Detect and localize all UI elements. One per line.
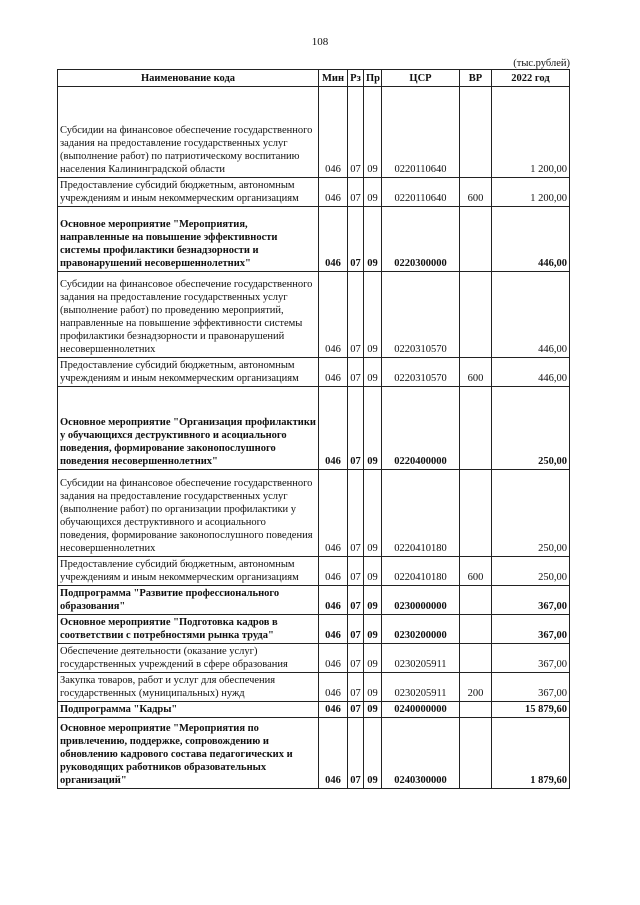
cell-amount: 1 200,00 xyxy=(492,178,570,207)
cell-name: Подпрограмма "Кадры" xyxy=(58,702,319,718)
cell-pr: 09 xyxy=(364,718,382,789)
table-row xyxy=(58,470,570,557)
cell-pr: 09 xyxy=(364,387,382,470)
cell-name: Закупка товаров, работ и услуг для обеспечения государственных (муниципальных) нужд xyxy=(58,673,319,702)
cell-rz: 07 xyxy=(348,470,364,557)
cell-amount: 250,00 xyxy=(492,557,570,586)
cell-vr xyxy=(460,470,492,557)
cell-min: 046 xyxy=(319,470,348,557)
cell-amount: 446,00 xyxy=(492,358,570,387)
header-pr: Пр xyxy=(364,70,382,87)
cell-rz: 07 xyxy=(348,718,364,789)
cell-pr: 09 xyxy=(364,615,382,644)
cell-pr: 09 xyxy=(364,673,382,702)
cell-rz: 07 xyxy=(348,387,364,470)
cell-min: 046 xyxy=(319,718,348,789)
cell-min: 046 xyxy=(319,615,348,644)
cell-vr xyxy=(460,272,492,358)
cell-csr: 0240000000 xyxy=(382,702,460,718)
cell-name: Предоставление субсидий бюджетным, автономным учреждениям и иным некоммерческим организациям xyxy=(58,358,319,387)
table-row xyxy=(58,358,570,387)
header-min: Мин xyxy=(319,70,348,87)
cell-csr: 0220410180 xyxy=(382,557,460,586)
cell-csr: 0230000000 xyxy=(382,586,460,615)
cell-pr: 09 xyxy=(364,178,382,207)
cell-vr: 600 xyxy=(460,178,492,207)
cell-csr: 0220410180 xyxy=(382,470,460,557)
header-year: 2022 год xyxy=(492,70,570,87)
header-rz: Рз xyxy=(348,70,364,87)
cell-pr: 09 xyxy=(364,557,382,586)
cell-vr xyxy=(460,586,492,615)
table-header-row xyxy=(58,70,570,87)
budget-table xyxy=(57,69,570,789)
cell-name: Обеспечение деятельности (оказание услуг) государственных учреждений в сфере образования xyxy=(58,644,319,673)
cell-csr: 0230205911 xyxy=(382,673,460,702)
cell-rz: 07 xyxy=(348,358,364,387)
cell-amount: 446,00 xyxy=(492,207,570,272)
table-row xyxy=(58,718,570,789)
cell-min: 046 xyxy=(319,178,348,207)
cell-pr: 09 xyxy=(364,272,382,358)
cell-name: Подпрограмма "Развитие профессионального образования" xyxy=(58,586,319,615)
cell-amount: 367,00 xyxy=(492,615,570,644)
cell-rz: 07 xyxy=(348,586,364,615)
header-vr: ВР xyxy=(460,70,492,87)
cell-amount: 446,00 xyxy=(492,272,570,358)
cell-csr: 0220310570 xyxy=(382,358,460,387)
cell-vr xyxy=(460,702,492,718)
cell-csr: 0220110640 xyxy=(382,178,460,207)
cell-vr xyxy=(460,387,492,470)
cell-rz: 07 xyxy=(348,272,364,358)
cell-csr: 0230200000 xyxy=(382,615,460,644)
table-row xyxy=(58,673,570,702)
cell-min: 046 xyxy=(319,207,348,272)
cell-pr: 09 xyxy=(364,644,382,673)
cell-vr xyxy=(460,644,492,673)
cell-min: 046 xyxy=(319,586,348,615)
cell-pr: 09 xyxy=(364,586,382,615)
cell-name: Основное мероприятие "Мероприятия, направленные на повышение эффективности системы профилактики безнадзорности и правонарушений несовершеннолетних" xyxy=(58,207,319,272)
cell-csr: 0240300000 xyxy=(382,718,460,789)
cell-name: Основное мероприятие "Мероприятия по привлечению, поддержке, сопровождению и обновлению кадрового состава педагогических и руководящих работников образовательных организаций" xyxy=(58,718,319,789)
cell-csr: 0220310570 xyxy=(382,272,460,358)
cell-amount: 15 879,60 xyxy=(492,702,570,718)
cell-pr: 09 xyxy=(364,207,382,272)
cell-rz: 07 xyxy=(348,673,364,702)
cell-amount: 1 879,60 xyxy=(492,718,570,789)
cell-vr xyxy=(460,718,492,789)
cell-vr: 200 xyxy=(460,673,492,702)
cell-min: 046 xyxy=(319,673,348,702)
table-row xyxy=(58,586,570,615)
cell-amount: 367,00 xyxy=(492,673,570,702)
cell-min: 046 xyxy=(319,387,348,470)
cell-csr: 0220400000 xyxy=(382,387,460,470)
cell-rz: 07 xyxy=(348,207,364,272)
cell-rz: 07 xyxy=(348,178,364,207)
cell-vr: 600 xyxy=(460,358,492,387)
units-label: (тыс.рублей) xyxy=(513,58,570,69)
cell-rz: 07 xyxy=(348,644,364,673)
cell-min: 046 xyxy=(319,702,348,718)
cell-name: Субсидии на финансовое обеспечение государственного задания на предоставление государственных услуг (выполнение работ) по проведению мероприятий, направленные на повышение эффективности системы профилактики безнадзорности и правонарушений несовершеннолетних xyxy=(58,272,319,358)
cell-rz: 07 xyxy=(348,557,364,586)
table-row xyxy=(58,702,570,718)
table-row xyxy=(58,615,570,644)
table-row xyxy=(58,557,570,586)
cell-vr xyxy=(460,615,492,644)
cell-name: Субсидии на финансовое обеспечение государственного задания на предоставление государственных услуг (выполнение работ) по организации профилактики у обучающихся деструктивного и асоциального поведения, формирование законопослушного поведения несовершеннолетних xyxy=(58,470,319,557)
page-number: 108 xyxy=(311,36,329,48)
cell-min: 046 xyxy=(319,644,348,673)
cell-name: Основное мероприятие "Подготовка кадров в соответствии с потребностями рынка труда" xyxy=(58,615,319,644)
cell-amount: 250,00 xyxy=(492,387,570,470)
cell-vr xyxy=(460,207,492,272)
cell-vr: 600 xyxy=(460,557,492,586)
cell-min: 046 xyxy=(319,272,348,358)
cell-rz: 07 xyxy=(348,615,364,644)
cell-name: Основное мероприятие "Организация профилактики у обучающихся деструктивного и асоциального поведения, формирование законопослушного поведения несовершеннолетних" xyxy=(58,387,319,470)
cell-name: Субсидии на финансовое обеспечение государственного задания на предоставление государственных услуг (выполнение работ) по патриотическому воспитанию населения Калининградской области xyxy=(58,87,319,178)
cell-min: 046 xyxy=(319,87,348,178)
table-row xyxy=(58,644,570,673)
header-name: Наименование кода xyxy=(58,70,319,87)
cell-csr: 0220300000 xyxy=(382,207,460,272)
cell-min: 046 xyxy=(319,557,348,586)
cell-csr: 0230205911 xyxy=(382,644,460,673)
cell-name: Предоставление субсидий бюджетным, автономным учреждениям и иным некоммерческим организациям xyxy=(58,178,319,207)
cell-pr: 09 xyxy=(364,702,382,718)
cell-amount: 250,00 xyxy=(492,470,570,557)
cell-rz: 07 xyxy=(348,87,364,178)
cell-amount: 367,00 xyxy=(492,586,570,615)
cell-csr: 0220110640 xyxy=(382,87,460,178)
cell-pr: 09 xyxy=(364,470,382,557)
cell-pr: 09 xyxy=(364,87,382,178)
cell-amount: 367,00 xyxy=(492,644,570,673)
header-csr: ЦСР xyxy=(382,70,460,87)
table-row xyxy=(58,207,570,272)
table-row xyxy=(58,87,570,178)
table-row xyxy=(58,387,570,470)
table-row xyxy=(58,178,570,207)
cell-name: Предоставление субсидий бюджетным, автономным учреждениям и иным некоммерческим организациям xyxy=(58,557,319,586)
cell-rz: 07 xyxy=(348,702,364,718)
table-row xyxy=(58,272,570,358)
cell-pr: 09 xyxy=(364,358,382,387)
cell-min: 046 xyxy=(319,358,348,387)
cell-amount: 1 200,00 xyxy=(492,87,570,178)
cell-vr xyxy=(460,87,492,178)
